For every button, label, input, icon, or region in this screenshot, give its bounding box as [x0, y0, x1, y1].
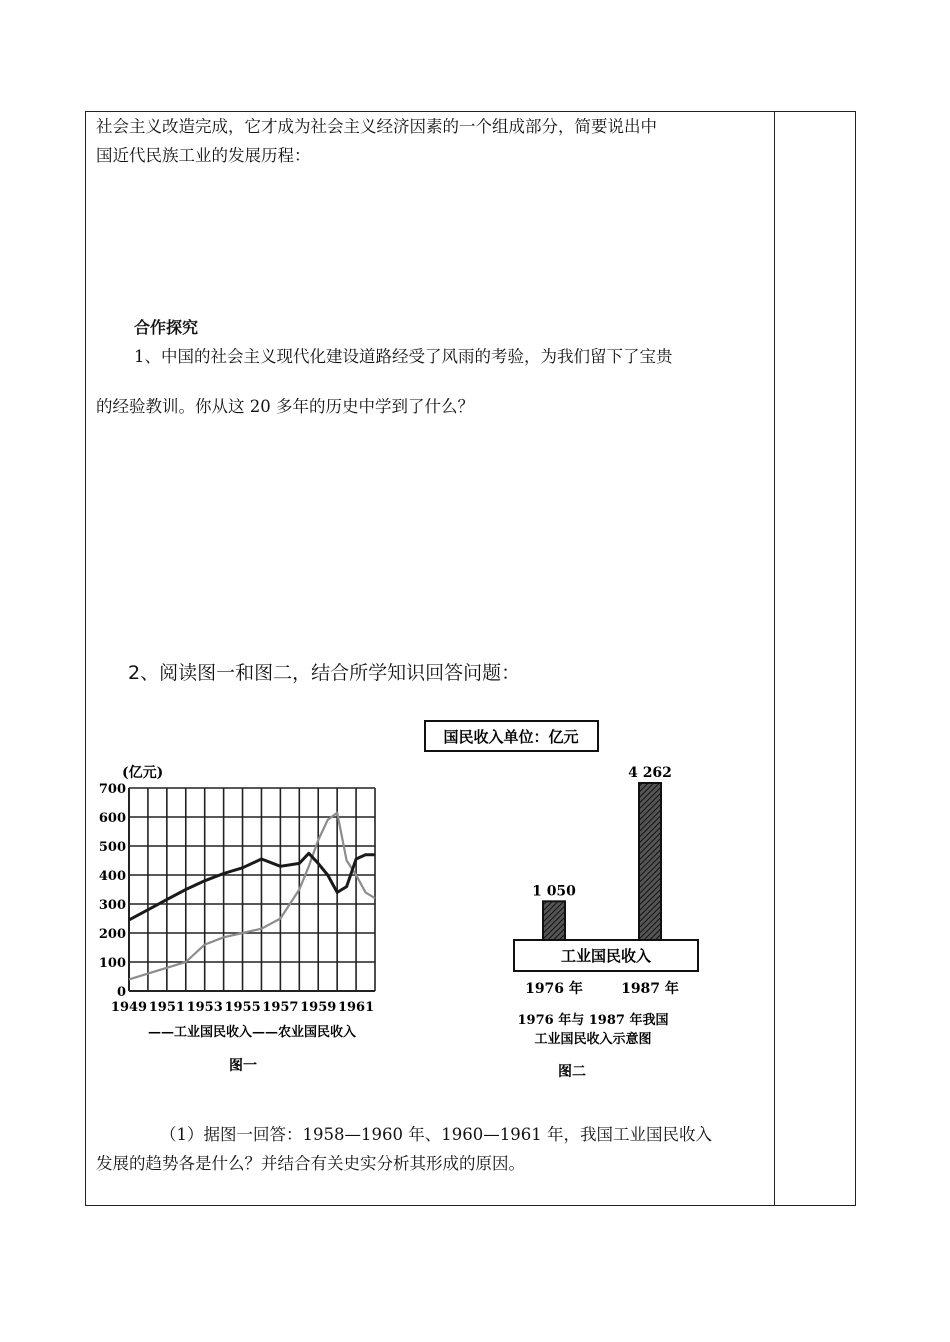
y-tick-label: 0 — [116, 985, 126, 1000]
bar-value-label: 4 262 — [628, 765, 672, 781]
y-axis-tick-labels — [99, 782, 126, 1000]
question-2-heading: 2、阅读图一和图二，结合所学知识回答问题： — [128, 662, 521, 684]
figure-1-line-chart — [96, 755, 396, 1085]
y-tick-label: 200 — [98, 927, 126, 942]
table-left-border — [85, 111, 86, 1206]
figure-1-caption: 图一 — [229, 1058, 257, 1074]
x-tick-label: 1951 — [148, 1000, 185, 1015]
x-tick-label: 1949 — [110, 1000, 148, 1015]
question-1-line-1: 1、中国的社会主义现代化建设道路经受了风雨的考验，为我们留下了宝贵 — [134, 347, 673, 366]
unit-label: 国民收入单位：亿元 — [443, 728, 579, 746]
y-tick-label: 600 — [98, 811, 126, 826]
x-tick-label: 1953 — [186, 1000, 223, 1015]
table-bottom-border — [85, 1205, 856, 1206]
bar-1976 — [543, 901, 565, 940]
text-line-1: 社会主义改造完成，它才成为社会主义经济因素的一个组成部分，简要说出中 — [96, 117, 657, 136]
section-heading: 合作探究 — [134, 318, 199, 337]
x-tick-label: 1961 — [337, 1000, 375, 1015]
table-column-divider — [774, 111, 775, 1206]
question-1-line-2: 的经验教训。你从这 20 多年的历史中学到了什么？ — [96, 397, 474, 416]
series-line-agriculture — [129, 853, 375, 920]
table-right-border — [855, 111, 856, 1206]
figure-2-bar-chart — [410, 715, 710, 1085]
figure-2-label: 图二 — [558, 1064, 586, 1080]
y-tick-label: 500 — [98, 840, 126, 855]
base-label: 工业国民收入 — [560, 947, 652, 965]
y-tick-label: 300 — [98, 898, 126, 913]
caption-line-2: 工业国民收入示意图 — [534, 1032, 652, 1047]
bar-1987 — [639, 783, 661, 940]
y-tick-label: 100 — [98, 956, 126, 971]
text-line-2: 国近代民族工业的发展历程： — [96, 146, 311, 165]
sub-question-1-line-1: （1）据图一回答：1958—1960 年、1960—1961 年，我国工业国民收入 — [160, 1125, 712, 1144]
bar-value-label: 1 050 — [532, 883, 576, 900]
x-tick-label: 1955 — [224, 1000, 261, 1015]
bar-category-label: 1987 年 — [621, 981, 679, 997]
table-top-border — [85, 111, 856, 112]
chart-series-lines — [129, 813, 375, 980]
caption-line-1: 1976 年与 1987 年我国 — [517, 1013, 669, 1028]
x-tick-label: 1959 — [300, 1000, 337, 1015]
y-axis-unit-label: (亿元) — [122, 765, 164, 781]
sub-question-1-line-2: 发展的趋势各是什么？并结合有关史实分析其形成的原因。 — [96, 1154, 525, 1173]
x-tick-label: 1957 — [262, 1000, 299, 1015]
series-line-industry — [129, 813, 375, 980]
y-tick-label: 400 — [98, 869, 126, 884]
x-axis-tick-labels — [111, 1000, 374, 1015]
chart-legend-text: ——工业国民收入——农业国民收入 — [148, 1025, 357, 1040]
y-tick-label: 700 — [98, 782, 126, 797]
bar-category-label: 1976 年 — [525, 981, 583, 997]
